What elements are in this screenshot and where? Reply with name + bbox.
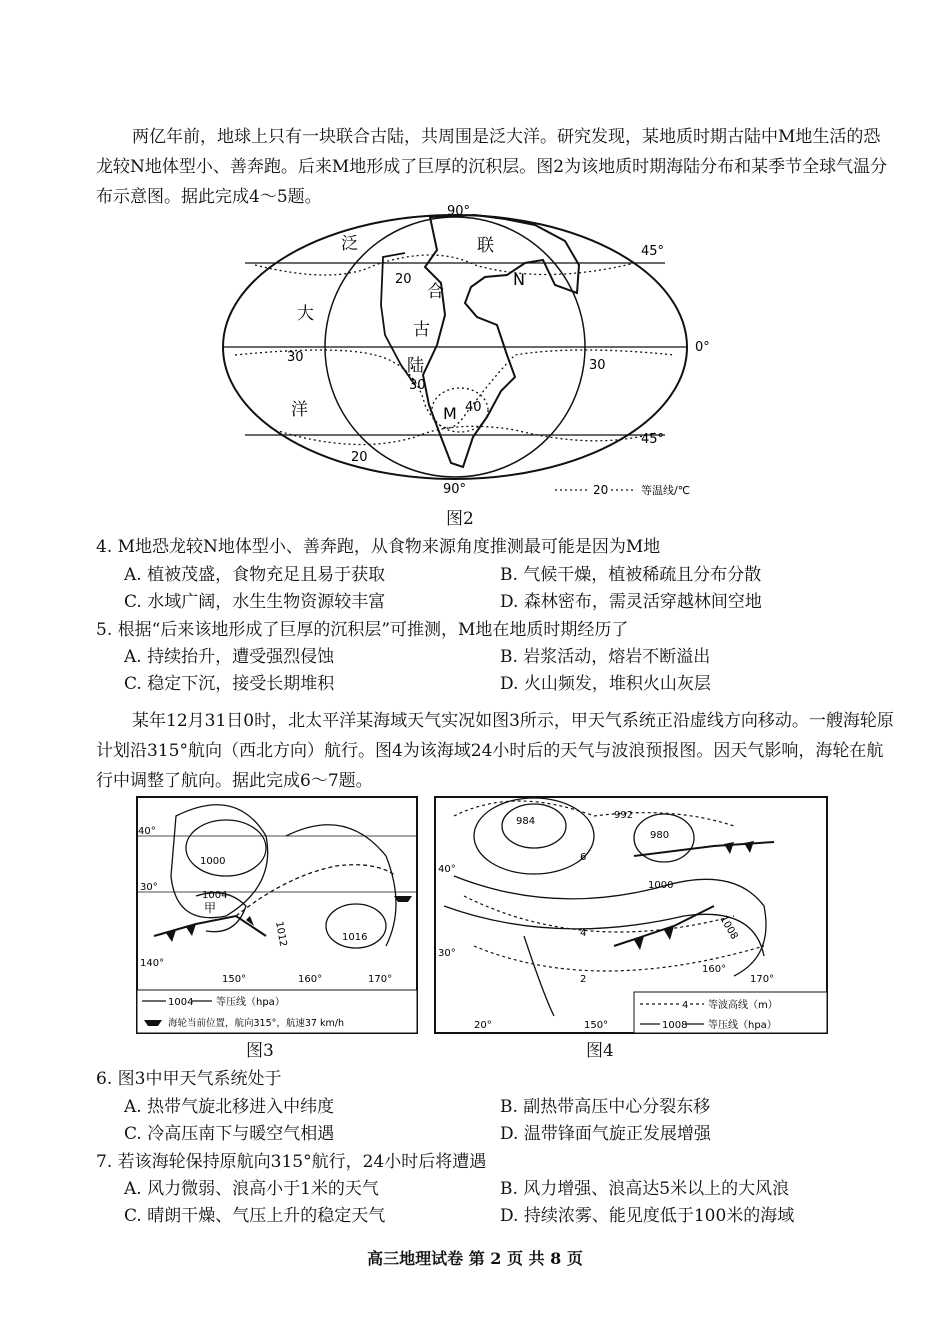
question-4-option-c[interactable]: C. 水域广阔，水生生物资源较丰富 [124, 592, 386, 612]
fig4-lon-170: 170° [750, 974, 775, 985]
question-6-option-c[interactable]: C. 冷高压南下与暖空气相遇 [124, 1124, 335, 1144]
legend-isotherm-text: 等温线/℃ [641, 484, 691, 497]
lat-label-45n: 45° [641, 244, 665, 259]
land-char: 古 [413, 320, 430, 340]
fig3-isobar-label: 1012 [273, 920, 289, 948]
fig4-wave-label: 2 [580, 974, 587, 985]
fig4-isobar-label: 980 [650, 830, 670, 841]
lat-label-0: 0° [695, 340, 710, 355]
fig4-lat-40: 40° [438, 864, 456, 875]
page-footer: 高三地理试卷 第 2 页 共 8 页 [367, 1249, 583, 1268]
fig4-isobar-label: 984 [516, 816, 536, 827]
question-6-option-d[interactable]: D. 温带锋面气旋正发展增强 [500, 1124, 711, 1144]
figure-3-map [136, 796, 418, 1034]
fig3-lat-30: 30° [140, 882, 158, 893]
question-4-option-d[interactable]: D. 森林密布，需灵活穿越林间空地 [500, 592, 762, 612]
fig3-legend-isobar-text: 等压线（hpa） [216, 997, 285, 1008]
fig4-lon-150: 150° [584, 1020, 609, 1031]
land-char: 陆 [407, 356, 424, 376]
question-5-option-d[interactable]: D. 火山频发，堆积火山灰层 [500, 674, 711, 694]
ocean-char: 大 [297, 304, 314, 324]
fig4-lat-30: 30° [438, 948, 456, 959]
figure-2-map [215, 204, 710, 505]
question-5-option-c[interactable]: C. 稳定下沉，接受长期堆积 [124, 674, 335, 694]
fig3-legend-isobar-value: 1004 [168, 997, 194, 1008]
intro-paragraph-1: 两亿年前，地球上只有一块联合古陆，共周围是泛大洋。研究发现，某地质时期古陆中M地生活的恐龙较N地体型小、善奔跑。后来M地形成了巨厚的沉积层。图2为该地质时期海陆分布和某季节全球气温分布示意图。据此完成4～5题。 [96, 127, 888, 207]
question-4-option-a[interactable]: A. 植被茂盛，食物充足且易于获取 [124, 565, 386, 585]
isotherm-label: 20 [395, 272, 412, 287]
fig4-wave-label: 4 [580, 928, 587, 939]
lat-label-45s: 45° [641, 432, 665, 447]
fig4-legend-wave-text: 等波高线（m） [708, 1000, 778, 1011]
question-7-option-d[interactable]: D. 持续浓雾、能见度低于100米的海域 [500, 1206, 795, 1226]
figure-4-map [434, 796, 828, 1034]
fig4-wave-label: 6 [580, 852, 587, 863]
figure-3-caption: 图3 [246, 1041, 274, 1061]
fig4-isobar-label: 1000 [648, 880, 674, 891]
question-7-option-c[interactable]: C. 晴朗干燥、气压上升的稳定天气 [124, 1206, 386, 1226]
question-5-option-b[interactable]: B. 岩浆活动，熔岩不断溢出 [500, 647, 711, 667]
question-7-option-b[interactable]: B. 风力增强、浪高达5米以上的大风浪 [500, 1179, 790, 1199]
ship-icon [394, 896, 412, 902]
fig4-lat-20: 20° [474, 1020, 492, 1031]
figure-2-caption: 图2 [446, 509, 474, 529]
ocean-char: 泛 [341, 234, 358, 254]
question-5-option-a[interactable]: A. 持续抬升，遭受强烈侵蚀 [124, 647, 335, 667]
point-n: N [513, 270, 525, 289]
intro-paragraph-2: 某年12月31日0时，北太平洋某海域天气实况如图3所示，甲天气系统正沿虚线方向移动。一艘海轮原计划沿315°航向（西北方向）航行。图4为该海域24小时后的天气与波浪预报图。因天气影响，海轮在航行中调整了航向。据此完成6～7题。 [96, 711, 894, 791]
fig3-lon-170: 170° [368, 974, 393, 985]
ocean-char: 洋 [291, 400, 308, 420]
question-4-option-b[interactable]: B. 气候干燥，植被稀疏且分布分散 [500, 565, 762, 585]
fig3-lat-40: 40° [138, 826, 156, 837]
fig4-lon-160: 160° [702, 964, 727, 975]
question-7-stem: 7. 若该海轮保持原航向315°航行，24小时后将遭遇 [96, 1152, 487, 1172]
isotherm-label: 20 [351, 450, 368, 465]
fig3-isobar-label: 1000 [200, 856, 226, 867]
fig3-system-jia: 甲 [204, 901, 217, 915]
isotherm-label: 30 [287, 350, 304, 365]
fig3-lon-140: 140° [140, 958, 165, 969]
question-6-stem: 6. 图3中甲天气系统处于 [96, 1069, 282, 1089]
fig4-legend-pressure-text: 等压线（hpa） [708, 1020, 777, 1031]
isotherm-label: 40 [465, 400, 482, 415]
question-4-stem: 4. M地恐龙较N地体型小、善奔跑，从食物来源角度推测最可能是因为M地 [96, 537, 661, 557]
land-char: 合 [427, 282, 444, 302]
fig3-isobar-label: 1004 [202, 890, 228, 901]
fig3-lon-160: 160° [298, 974, 323, 985]
fig3-lon-150: 150° [222, 974, 247, 985]
question-6-option-b[interactable]: B. 副热带高压中心分裂东移 [500, 1097, 711, 1117]
isotherm-label: 30 [589, 358, 606, 373]
fig4-legend-wave-value: 4 [682, 1000, 689, 1011]
fig4-isobar-label: 1008 [717, 914, 740, 942]
fig4-legend-pressure-value: 1008 [662, 1020, 688, 1031]
fig3-isobar-label: 1016 [342, 932, 368, 943]
fig3-legend-ship-text: 海轮当前位置，航向315°，航速37 km/h [168, 1018, 344, 1029]
question-6-option-a[interactable]: A. 热带气旋北移进入中纬度 [124, 1097, 335, 1117]
land-char: 联 [477, 236, 494, 256]
fig4-isobar-label: 992 [614, 810, 634, 821]
legend-isotherm-value: 20 [593, 483, 609, 497]
figure-4-caption: 图4 [586, 1041, 614, 1061]
lat-label-90n: 90° [447, 204, 471, 219]
point-m: M [443, 404, 457, 423]
lat-label-90s: 90° [443, 482, 467, 497]
question-7-option-a[interactable]: A. 风力微弱、浪高小于1米的天气 [124, 1179, 379, 1199]
isotherm-label: 30 [409, 378, 426, 393]
question-5-stem: 5. 根据“后来该地形成了巨厚的沉积层”可推测，M地在地质时期经历了 [96, 620, 629, 640]
